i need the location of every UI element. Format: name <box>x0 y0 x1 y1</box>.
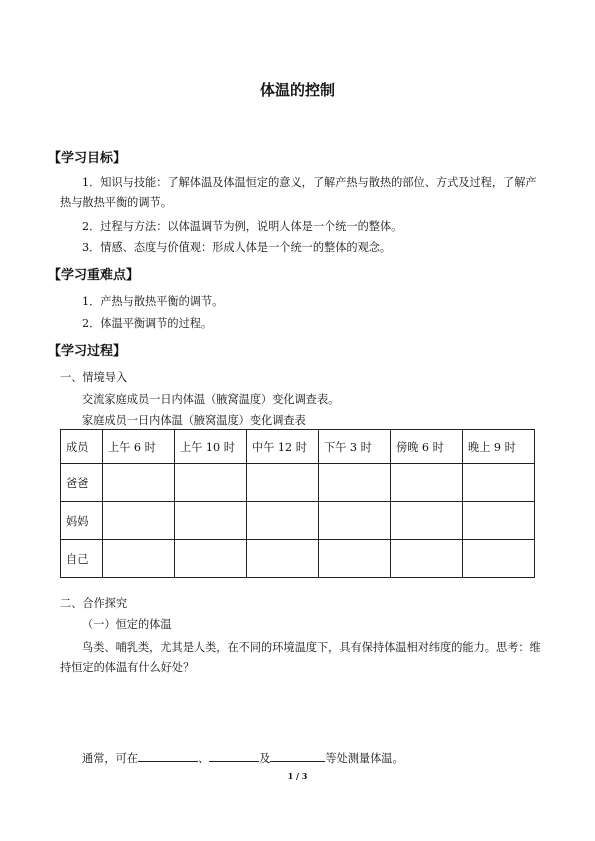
part1-intro: 交流家庭成员一日内体温（腋窝温度）变化调查表。 <box>82 393 340 406</box>
document-title: 体温的控制 <box>259 81 335 99</box>
table-cell <box>247 540 319 578</box>
table-header-cell: 晚上 9 时 <box>463 430 535 464</box>
fill-blank-3[interactable] <box>270 750 325 762</box>
page-number: 1 / 3 <box>287 771 308 781</box>
part2-heading: 二、合作探究 <box>60 597 128 610</box>
table-cell <box>175 540 247 578</box>
table-cell <box>463 502 535 540</box>
table-cell <box>247 464 319 502</box>
table-cell <box>319 464 391 502</box>
table-caption: 家庭成员一日内体温（腋窝温度）变化调查表 <box>82 414 306 427</box>
table-row <box>61 540 535 578</box>
part2-subheading: （一）恒定的体温 <box>82 618 172 631</box>
fill-blank-2[interactable] <box>209 750 259 762</box>
table-cell <box>391 502 463 540</box>
table-cell <box>175 502 247 540</box>
measure-prefix: 通常，可在 <box>82 752 138 765</box>
table-cell <box>103 464 175 502</box>
key-point-1: 1．产热与散热平衡的调节。 <box>82 295 224 308</box>
table-row-label: 自己 <box>61 540 103 578</box>
part1-heading: 一、情境导入 <box>60 371 128 384</box>
table-cell <box>319 540 391 578</box>
table-cell <box>319 502 391 540</box>
table-cell <box>391 540 463 578</box>
table-cell <box>463 464 535 502</box>
key-point-2: 2．体温平衡调节的过程。 <box>82 317 213 330</box>
table-row-label: 爸爸 <box>61 464 103 502</box>
table-row-label: 妈妈 <box>61 502 103 540</box>
table-header-cell: 上午 10 时 <box>175 430 247 464</box>
measure-suffix: 等处测量体温。 <box>325 752 404 765</box>
table-cell <box>175 464 247 502</box>
table-cell <box>463 540 535 578</box>
goal-item-2: 2．过程与方法：以体温调节为例，说明人体是一个统一的整体。 <box>82 220 403 233</box>
table-cell <box>391 464 463 502</box>
table-row <box>61 502 535 540</box>
measure-sep1: 、 <box>197 752 210 765</box>
table-header-cell: 成员 <box>61 430 103 464</box>
table-row <box>61 464 535 502</box>
goal-item-1: 1．知识与技能：了解体温及体温恒定的意义，了解产热与散热的部位、方式及过程，了解产热与散热平衡的调节。 <box>60 176 537 209</box>
table-header-cell: 中午 12 时 <box>247 430 319 464</box>
temperature-survey-table <box>60 429 535 578</box>
section-heading-process: 【学习过程】 <box>48 344 127 359</box>
part2-paragraph: 鸟类、哺乳类，尤其是人类，在不同的环境温度下，具有保持体温相对纬度的能力。思考：维持恒定的体温有什么好处？ <box>60 641 541 674</box>
table-cell <box>103 540 175 578</box>
table-header-row <box>61 430 535 464</box>
table-cell <box>103 502 175 540</box>
goal-item-3: 3．情感、态度与价值观：形成人体是一个统一的整体的观念。 <box>82 241 392 254</box>
table-header-cell: 下午 3 时 <box>319 430 391 464</box>
section-heading-key-points: 【学习重难点】 <box>48 268 140 283</box>
table-header-cell: 上午 6 时 <box>103 430 175 464</box>
table-header-cell: 傍晚 6 时 <box>391 430 463 464</box>
measure-sentence <box>82 750 404 766</box>
measure-sep2: 及 <box>259 752 271 765</box>
table-cell <box>247 502 319 540</box>
section-heading-goals: 【学习目标】 <box>48 151 127 166</box>
fill-blank-1[interactable] <box>138 750 198 762</box>
